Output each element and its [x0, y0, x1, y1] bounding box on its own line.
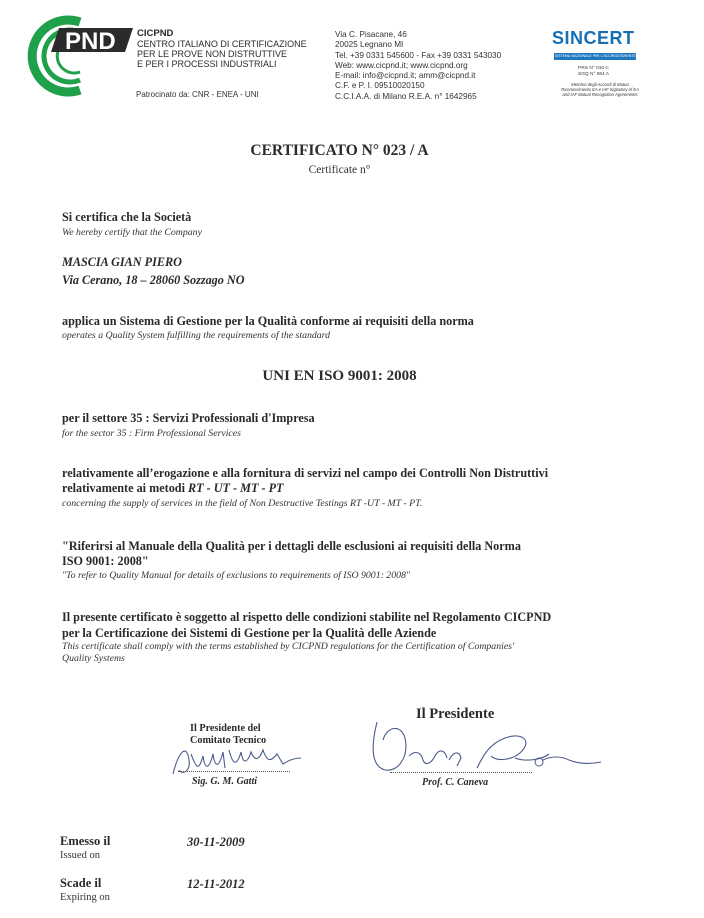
- manual-statement-en: "To refer to Quality Manual for details of exclusions to requirements of ISO 9001: 2008": [62, 570, 411, 581]
- contact-line: E-mail: info@cicpnd.it; amm@cicpnd.it: [335, 71, 476, 81]
- sincert-prs-line: SGQ N° 064 A: [578, 71, 609, 77]
- scope-statement-line1: relativamente all’erogazione e alla fornitura di servizi nel campo dei Controlli Non Distruttivi: [62, 466, 549, 480]
- president-title: Il Presidente: [416, 706, 495, 722]
- committee-signature-line: [178, 771, 290, 772]
- committee-title-line: Il Presidente del: [190, 723, 261, 734]
- contact-line: 20025 Legnano MI: [335, 40, 404, 50]
- patronage-text: Patrocinato da: CNR - ENEA - UNI: [136, 90, 259, 99]
- conditions-statement-en-line2: Quality Systems: [62, 653, 125, 664]
- cicpnd-logo-graphic: [25, 18, 135, 94]
- org-full-line: CENTRO ITALIANO DI CERTIFICAZIONE: [137, 39, 307, 49]
- org-full-line: E PER I PROCESSI INDUSTRIALI: [137, 59, 277, 69]
- company-address: Via Cerano, 18 – 28060 Sozzago NO: [62, 273, 245, 287]
- issued-label: Emesso il: [60, 834, 111, 848]
- contact-line: Web: www.cicpnd.it; www.cicpnd.org: [335, 60, 468, 70]
- certificate-title-en: Certificate n°: [308, 164, 371, 176]
- scope-statement-line2: [62, 481, 283, 496]
- committee-title-line: Comitato Tecnico: [190, 735, 267, 746]
- system-statement: applica un Sistema di Gestione per la Qualità conforme ai requisiti della norma: [62, 314, 474, 328]
- org-full-line: PER LE PROVE NON DISTRUTTIVE: [137, 49, 288, 59]
- committee-president-name: Sig. G. M. Gatti: [192, 776, 258, 787]
- sector-statement: per il settore 35 : Servizi Professionali d'Impresa: [62, 411, 315, 425]
- certify-statement: Si certifica che la Società: [62, 210, 192, 224]
- conditions-statement-en-line1: This certificate shall comply with the terms established by CICPND regulations for the Certification of Companies': [62, 641, 515, 652]
- sector-statement-en: for the sector 35 : Firm Professional Services: [62, 428, 241, 439]
- issued-date: 30-11-2009: [187, 835, 245, 849]
- conditions-statement-line2: per la Certificazione dei Sistemi di Gestione per la Qualità delle Aziende: [62, 626, 437, 640]
- issued-label-en: Issued on: [60, 850, 100, 861]
- conditions-statement-line1: Il presente certificato è soggetto al rispetto delle condizioni stabilite nel Regolamento CICPND: [62, 610, 552, 624]
- sincert-membership: Membro degli Accordi di Mutuo Riconoscimento EA e IAF Signatory of EA and IAF Mutual Recognition Agreements: [561, 82, 639, 97]
- certify-statement-en: We hereby certify that the Company: [62, 227, 202, 238]
- org-name-block: [137, 29, 307, 69]
- sincert-accreditation: [578, 66, 609, 77]
- certificate-title: CERTIFICATO N° 023 / A: [250, 142, 429, 159]
- president-signature-line: [390, 772, 532, 773]
- contact-line: Via C. Pisacane, 46: [335, 30, 407, 39]
- manual-statement-line2: ISO 9001: 2008": [62, 554, 149, 568]
- expiry-label-en: Expiring on: [60, 892, 110, 903]
- company-name: MASCIA GIAN PIERO: [62, 255, 182, 269]
- sincert-prs-line: PRS N° 010 C: [578, 66, 609, 71]
- sincert-bar-text: SISTEMA NAZIONALE PER L'ACCREDITAMENTO DEGLI ORGANISMI DI CERTIFICAZIONE: [555, 54, 704, 58]
- sincert-logo-text: SINCERT: [552, 28, 635, 48]
- committee-signature: [165, 740, 305, 780]
- expiry-label: Scade il: [60, 876, 102, 890]
- system-statement-en: operates a Quality System fulfilling the requirements of the standard: [62, 330, 331, 341]
- contact-line: C.C.I.A.A. di Milano R.E.A. n° 1642965: [335, 91, 477, 101]
- contact-line: C.F. e P. I. 09510020150: [335, 81, 425, 91]
- president-name: Prof. C. Caneva: [422, 777, 489, 788]
- president-signature: [365, 716, 605, 776]
- standard-norm: UNI EN ISO 9001: 2008: [262, 368, 417, 384]
- scope-methods: RT - UT - MT - PT: [188, 481, 284, 495]
- manual-statement-line1: "Riferirsi al Manuale della Qualità per i dettagli delle esclusioni ai requisiti della Norma: [62, 539, 521, 553]
- scope-statement-en: concerning the supply of services in the field of Non Destructive Testings RT -UT - MT - PT.: [62, 498, 423, 509]
- contact-line: Tel. +39 0331 545600 - Fax +39 0331 543030: [335, 50, 502, 60]
- scope-prefix: relativamente ai metodi: [62, 481, 189, 495]
- cicpnd-logo: [25, 18, 135, 94]
- logo-text: PND: [65, 28, 116, 55]
- contact-block: [335, 30, 545, 102]
- expiry-date: 12-11-2012: [187, 877, 245, 891]
- org-short-name: CICPND: [137, 28, 174, 39]
